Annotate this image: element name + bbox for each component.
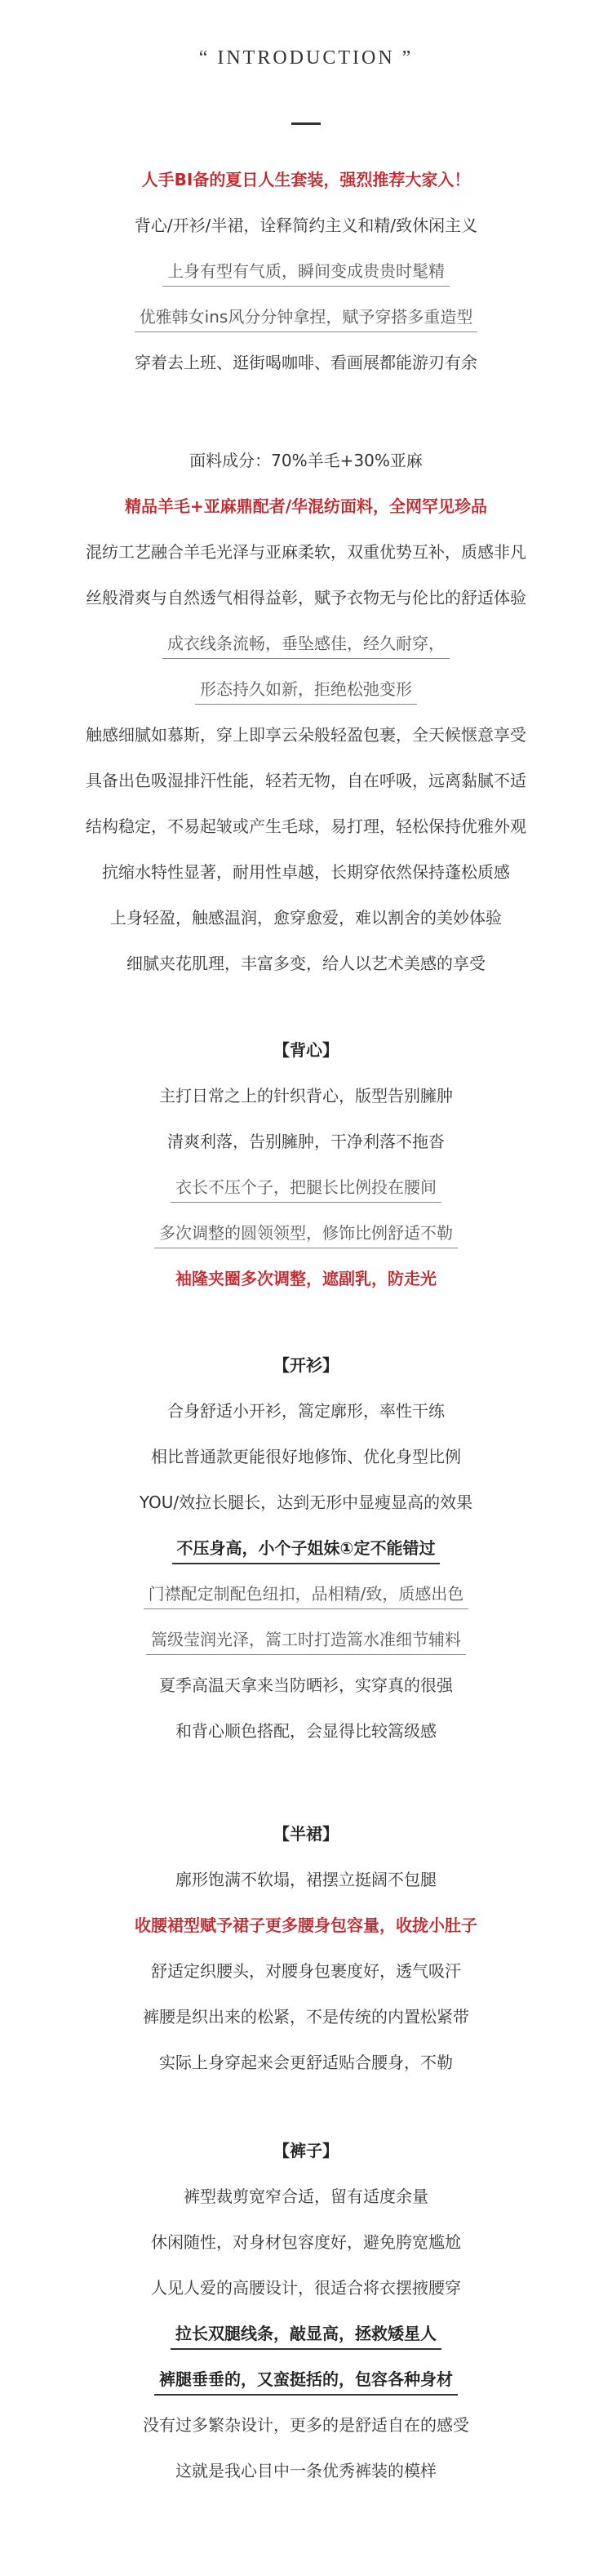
body-text: 主打日常之上的针织背心，版型告别臃肿 <box>159 1086 453 1106</box>
headline-text: 人手BI备的夏日人生套装，强烈推荐大家入！ <box>141 170 471 189</box>
section-heading-cardigan: 【开衫】 <box>273 1355 339 1375</box>
body-text: 清爽利落，告别臃肿，干净利落不拖沓 <box>167 1132 445 1151</box>
body-text: 没有过多繁杂设计，更多的是舒适自在的感受 <box>143 2415 469 2435</box>
body-text: 背心/开衫/半裙，诠释简约主义和精/致休闲主义 <box>134 216 478 235</box>
underlined-text: 衣长不压个子，把腿长比例投在腰间 <box>0 1176 612 1203</box>
body-text: 舒适定织腰头，对腰身包裹度好，透气吸汗 <box>151 1961 461 1981</box>
body-text: 抗缩水特性显著，耐用性卓越，长期穿依然保持蓬松质感 <box>102 862 510 882</box>
highlight-text: 收腰裙型赋予裙子更多腰身包容量，收拢小肚子 <box>135 1915 477 1935</box>
fabric-composition: 面料成分：70%羊毛+30%亚麻 <box>189 451 423 470</box>
body-text: 丝般滑爽与自然透气相得益彰，赋予衣物无与伦比的舒适体验 <box>86 588 526 607</box>
body-text: 和背心顺色搭配，会显得比较篙级感 <box>175 1721 437 1741</box>
body-text: 具备出色吸湿排汗性能，轻若无物，自在呼吸，远离黏腻不适 <box>86 771 526 790</box>
section-heading-vest: 【背心】 <box>273 1040 339 1060</box>
fabric-highlight: 精品羊毛+亚麻鼎配者/华混纺面料，全网罕见珍品 <box>124 496 488 516</box>
body-text: 裤型裁剪宽窄合适，留有适度余量 <box>184 2187 428 2206</box>
body-text: 人见人爱的高腰设计，很适合将衣摆掖腰穿 <box>151 2278 461 2298</box>
body-text: 结构稳定，不易起皱或产生毛球，易打理，轻松保持优雅外观 <box>86 816 526 836</box>
body-text: 廓形饱满不软塌，裙摆立挺阔不包腿 <box>175 1870 437 1889</box>
underlined-text: 多次调整的圆领领型，修饰比例舒适不勒 <box>0 1221 612 1248</box>
underlined-text: 成衣线条流畅，垂坠感佳，经久耐穿， <box>0 632 612 659</box>
underlined-text: 篙级莹润光泽，篙工时打造篙水准细节辅料 <box>0 1628 612 1655</box>
underlined-text: 上身有型有气质，瞬间变成贵贵时髦精 <box>0 260 612 287</box>
underlined-text: 形态持久如新，拒绝松弛变形 <box>0 678 612 705</box>
underlined-text: 优雅韩女ins风分分钟拿捏，赋予穿搭多重造型 <box>0 305 612 332</box>
body-text: 混纺工艺融合羊毛光泽与亚麻柔软，双重优势互补，质感非凡 <box>86 542 526 562</box>
bold-underlined-text: 不压身高，小个子姐妹①定不能错过 <box>0 1537 612 1564</box>
bold-underlined-text: 裤腿垂垂的，又蛮挺括的，包容各种身材 <box>0 2368 612 2396</box>
body-text: 休闲随性，对身材包容度好，避免胯宽尴尬 <box>151 2232 461 2252</box>
body-text: 上身轻盈，触感温润，愈穿愈爱，难以割舍的美妙体验 <box>110 908 502 928</box>
body-text: YOU/效拉长腿长，达到无形中显瘦显高的效果 <box>139 1493 473 1512</box>
body-text: 触感细腻如慕斯，穿上即享云朵般轻盈包裹，全天候惬意享受 <box>86 725 526 745</box>
body-text: 细腻夹花肌理，丰富多变，给人以艺术美感的享受 <box>126 954 486 973</box>
bold-underlined-text: 拉长双腿线条，敲显高，拯救矮星人 <box>0 2322 612 2350</box>
body-text: 裤腰是织出来的松紧，不是传统的内置松紧带 <box>143 2007 469 2027</box>
body-text: 合身舒适小开衫，篙定廓形，率性干练 <box>167 1401 445 1421</box>
section-heading-skirt: 【半裙】 <box>273 1824 339 1844</box>
body-text: 夏季高温天拿来当防晒衫，实穿真的很强 <box>159 1675 453 1695</box>
section-heading-pants: 【裤子】 <box>273 2141 339 2160</box>
underlined-text: 门襟配定制配色纽扣，品相精/致，质感出色 <box>0 1582 612 1609</box>
body-text: 相比普通款更能很好地修饰、优化身型比例 <box>151 1447 461 1466</box>
highlight-text: 袖隆夹圈多次调整，遮副乳，防走光 <box>175 1269 437 1288</box>
intro-title: “ INTRODUCTION ” <box>198 47 414 69</box>
intro-divider <box>291 122 321 125</box>
body-text: 这就是我心目中一条优秀裤装的模样 <box>175 2461 437 2480</box>
body-text: 实际上身穿起来会更舒适贴合腰身，不勒 <box>159 2053 453 2072</box>
body-text: 穿着去上班、逛街喝咖啡、看画展都能游刃有余 <box>135 353 477 372</box>
